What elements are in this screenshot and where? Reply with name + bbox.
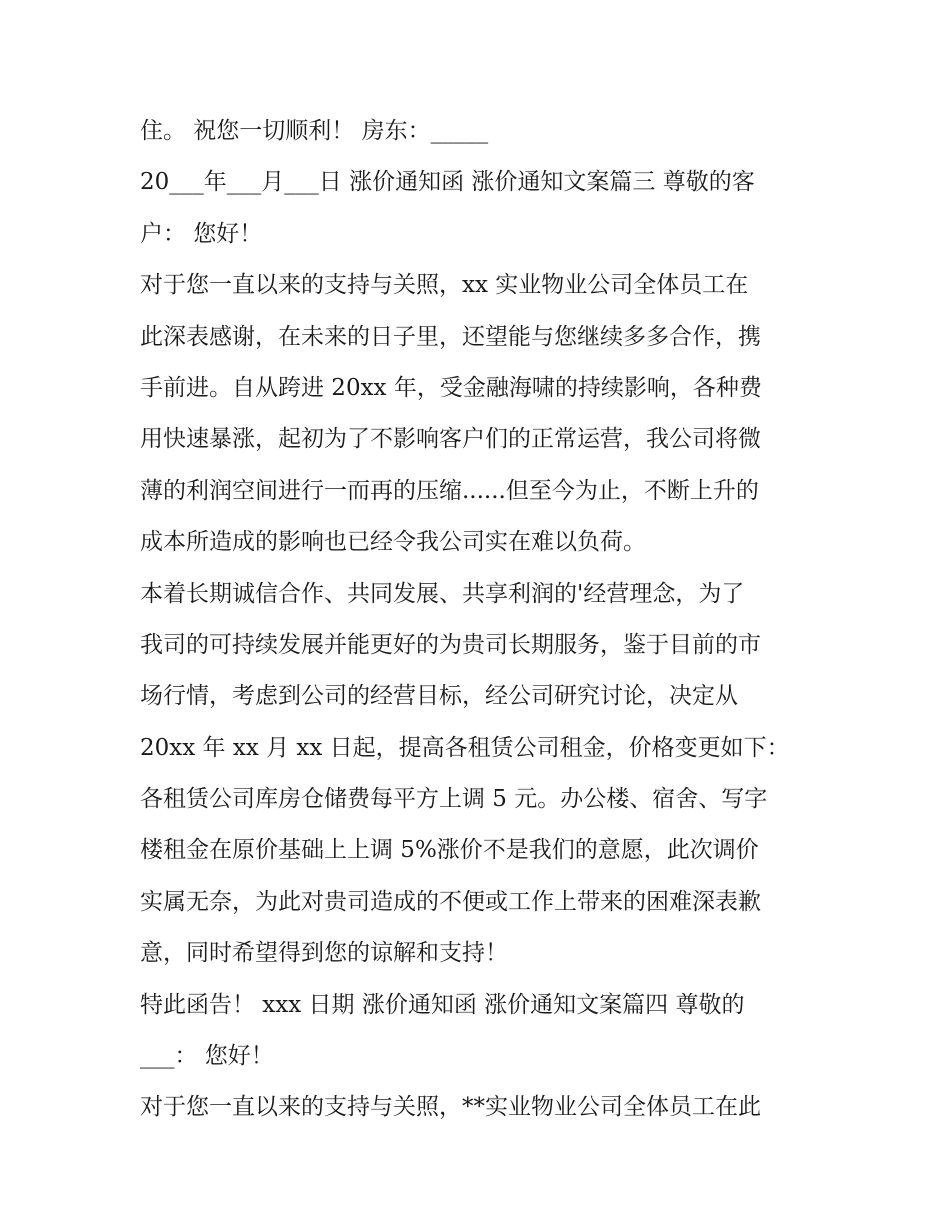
- text-line: 对于您一直以来的支持与关照，**实业物业公司全体员工在此: [140, 1094, 761, 1121]
- text-line: 对于您一直以来的支持与关照，xx 实业物业公司全体员工在: [140, 272, 749, 299]
- text-line: 我司的可持续发展并能更好的为贵司长期服务，鉴于目前的市: [140, 631, 761, 658]
- text-line: 特此函告！ xxx 日期 涨价通知函 涨价通知文案篇四 尊敬的: [140, 991, 745, 1018]
- text-line: 场行情，考虑到公司的经营目标，经公司研究讨论，决定从: [140, 683, 738, 710]
- text-line: 住。 祝您一切顺利！ 房东：_____: [140, 118, 489, 144]
- text-line: 各租赁公司库房仓储费每平方上调 5 元。办公楼、宿舍、写字: [140, 786, 768, 813]
- text-line: 成本所造成的影响也已经令我公司实在难以负荷。: [140, 529, 646, 556]
- text-line: 手前进。自从跨进 20xx 年，受金融海啸的持续影响，各种费: [140, 374, 762, 401]
- document-body: [140, 110, 820, 1138]
- text-line: 实属无奈，为此对贵司造成的不便或工作上带来的困难深表歉: [140, 888, 761, 915]
- text-line: 此深表感谢，在未来的日子里，还望能与您继续多多合作，携: [140, 323, 761, 350]
- text-line: 本着长期诚信合作、共同发展、共享利润的'经营理念，为了: [140, 580, 745, 607]
- text-line: 户： 您好！: [140, 220, 263, 247]
- text-line: 20___年___月___日 涨价通知函 涨价通知文案篇三 尊敬的客: [140, 169, 755, 196]
- text-line: 意，同时希望得到您的谅解和支持！: [140, 940, 508, 967]
- text-line: 楼租金在原价基础上上调 5%涨价不是我们的意愿，此次调价: [140, 837, 759, 864]
- text-line: 用快速暴涨，起初为了不影响客户们的正常运营，我公司将微: [140, 426, 761, 453]
- text-line: 20xx 年 xx 月 xx 日起，提高各租赁公司租金，价格变更如下：: [140, 734, 790, 761]
- text-line: 薄的利润空间进行一而再的压缩......但至今为止，不断上升的: [140, 477, 759, 504]
- text-line: ___： 您好！: [140, 1043, 274, 1070]
